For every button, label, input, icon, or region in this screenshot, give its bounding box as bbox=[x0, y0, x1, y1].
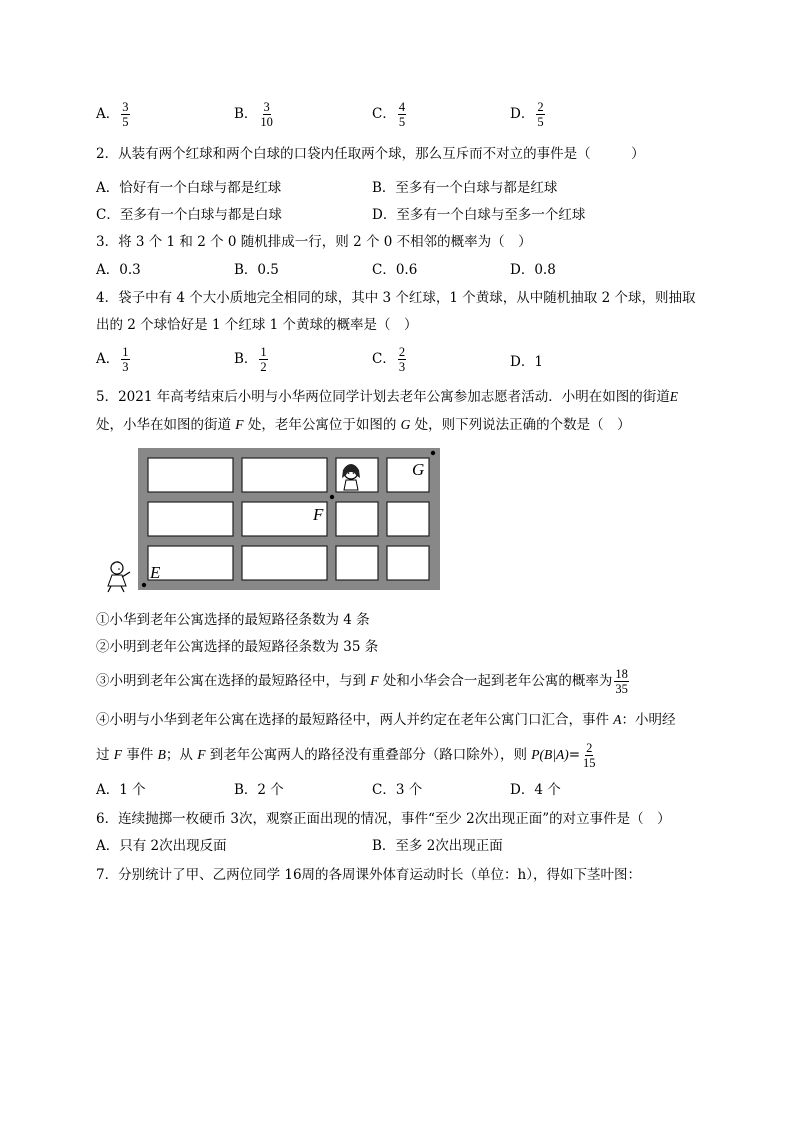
label-e: E bbox=[150, 563, 161, 582]
block bbox=[242, 546, 327, 580]
q1-option-c-fraction: $\frac{4}{5}$ bbox=[398, 100, 406, 129]
q2-option-c: C．至多有一个白球与都是白球 bbox=[96, 207, 282, 223]
block bbox=[336, 546, 378, 580]
street-grid-diagram bbox=[102, 448, 440, 594]
q5-probability-expression: P(B|A) bbox=[531, 747, 569, 762]
q4-stem-line1: 4．袋子中有 4 个大小质地完全相同的球，其中 3 个红球，1 个黄球，从中随机抽取 2 个球，则抽取 bbox=[96, 290, 696, 306]
point-g bbox=[431, 451, 435, 455]
q1-option-c bbox=[372, 100, 406, 129]
q2-option-a: A．恰好有一个白球与都是红球 bbox=[96, 180, 282, 196]
block bbox=[387, 546, 429, 580]
q5-statement-4-fraction: $\frac{2}{15}$ bbox=[583, 741, 596, 770]
q7-stem: 7．分别统计了甲、乙两位同学 16周的各周课外体育运动时长（单位：h），得如下茎叶图： bbox=[96, 867, 642, 883]
block bbox=[387, 502, 429, 536]
q4-stem-line2: 出的 2 个球恰好是 1 个红球 1 个黄球的概率是（ ） bbox=[96, 317, 418, 333]
q4-option-c-fraction: $\frac{2}{3}$ bbox=[398, 345, 406, 374]
boy-figure-icon bbox=[108, 561, 130, 592]
q6-stem: 6．连续抛掷一枚硬币 3次，观察正面出现的情况，事件“至少 2次出现正面”的对立事件是（ ） bbox=[96, 811, 671, 827]
q5-option-a: A．1 个 bbox=[96, 782, 146, 798]
q5-statement-4-line2: 过 F 事件 B；从 F 到老年公寓两人的路径没有重叠部分（路口除外），则 P(B|A)= $\frac{2}{15}$ bbox=[96, 741, 596, 770]
q4-option-c: C． $\frac{2}{3}$ bbox=[372, 345, 406, 374]
q3-option-d: D．0.8 bbox=[510, 262, 556, 278]
q1-option-b bbox=[234, 100, 274, 129]
point-e bbox=[142, 583, 146, 587]
block bbox=[148, 502, 233, 536]
q5-statement-3-fraction: $\frac{18}{35}$ bbox=[615, 667, 628, 696]
label-g: G bbox=[412, 460, 425, 479]
q5-statement-2: ②小明到老年公寓选择的最短路径条数为 35 条 bbox=[96, 639, 379, 655]
q4-option-b: B． $\frac{1}{2}$ bbox=[234, 345, 267, 374]
q2-stem: 2．从装有两个红球和两个白球的口袋内任取两个球，那么互斥而不对立的事件是（ ） bbox=[96, 146, 645, 162]
q6-option-a: A．只有 2次出现反面 bbox=[96, 838, 227, 854]
q1-option-d bbox=[510, 100, 545, 129]
q1-option-c-label: C． bbox=[372, 106, 396, 122]
q6-option-b: B．至多 2次出现正面 bbox=[372, 838, 503, 854]
q5-statement-3: ③小明到老年公寓在选择的最短路径中，与到 F 处和小华会合一起到老年公寓的概率为 $\frac{18}{35}$ bbox=[96, 667, 628, 696]
block bbox=[148, 546, 233, 580]
q5-stem-line2: 处，小华在如图的街道 F 处，老年公寓位于如图的 G 处，则下列说法正确的个数是（ ） bbox=[96, 417, 631, 433]
block bbox=[148, 458, 233, 492]
block bbox=[242, 458, 327, 492]
q1-option-a-fraction: $\frac{3}{5}$ bbox=[122, 100, 129, 129]
label-f: F bbox=[313, 505, 324, 524]
q2-option-d: D．至多有一个白球与至多一个红球 bbox=[372, 207, 586, 223]
q4-option-b-fraction: $\frac{1}{2}$ bbox=[260, 345, 267, 374]
q1-option-b-fraction: $\frac{3}{10}$ bbox=[260, 100, 273, 129]
q5-option-d: D．4 个 bbox=[510, 782, 561, 798]
q3-option-c: C．0.6 bbox=[372, 262, 418, 278]
q1-option-d-fraction: $\frac{2}{5}$ bbox=[537, 100, 544, 129]
q5-statement-1: ①小华到老年公寓选择的最短路径条数为 4 条 bbox=[96, 612, 370, 628]
q1-option-d-label: D． bbox=[510, 106, 535, 122]
q5-stem-line1: 5．2021 年高考结束后小明与小华两位同学计划去老年公寓参加志愿者活动．小明在如图的街道E bbox=[96, 389, 678, 405]
q5-statement-4-line1: ④小明与小华到老年公寓在选择的最短路径中，两人并约定在老年公寓门口汇合，事件 A：小明经 bbox=[96, 712, 676, 728]
block bbox=[336, 502, 378, 536]
q3-stem: 3．将 3 个 1 和 2 个 0 随机排成一行，则 2 个 0 不相邻的概率为（ ） bbox=[96, 234, 532, 250]
q5-option-c: C．3 个 bbox=[372, 782, 423, 798]
q2-option-b: B．至多有一个白球与都是红球 bbox=[372, 180, 558, 196]
q4-option-a-fraction: $\frac{1}{3}$ bbox=[122, 345, 129, 374]
q5-option-b: B．2 个 bbox=[234, 782, 284, 798]
q4-option-d: D．1 bbox=[510, 354, 543, 370]
q1-option-b-label: B． bbox=[234, 106, 258, 122]
q1-option-a-label: A． bbox=[96, 106, 120, 122]
q1-option-a bbox=[96, 100, 130, 129]
q4-option-a: A． $\frac{1}{3}$ bbox=[96, 345, 129, 374]
q3-option-a: A．0.3 bbox=[96, 262, 141, 278]
q3-option-b: B．0.5 bbox=[234, 262, 279, 278]
point-f bbox=[330, 495, 334, 499]
